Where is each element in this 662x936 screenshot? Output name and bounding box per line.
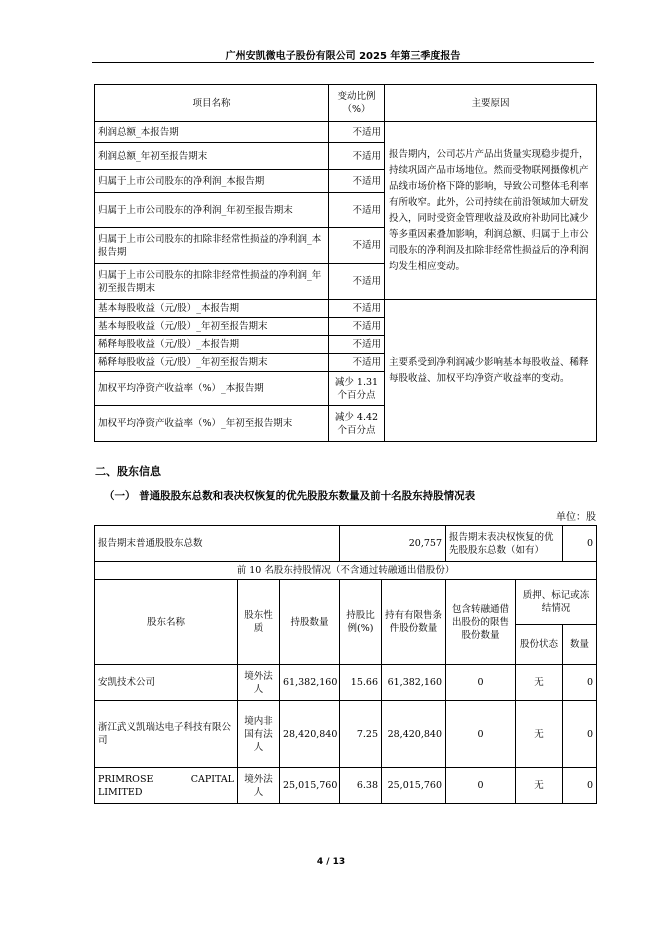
reason-profit: 报告期内，公司芯片产品出货量实现稳步提升，持续巩固产品市场地位。然而受物联网摄像机产品线市场价格下降的影响，导致公司整体毛利率有所收窄。此外，公司持续在前沿领域加大研发投入，同时受资金管理收益及政府补助同比减少等多重因素叠加影响，利润总额、归属于上市公司股东的净利润及扣除非经常性损益后的净利润均发生相应变动。 [385,122,597,300]
holder-qty: 0 [563,768,597,804]
holder-nature: 境内非国有法人 [238,701,280,768]
col-restricted: 持有有限售条件股份数量 [382,580,446,665]
holder-quantity: 61,382,160 [280,665,340,701]
item-cell: 归属于上市公司股东的扣除非经常性损益的净利润_本报告期 [95,228,329,264]
ratio-cell: 不适用 [329,300,385,318]
holder-qty: 0 [563,665,597,701]
col-lending: 包含转融通借出股份的限售股份数量 [446,580,516,665]
ratio-cell: 不适用 [329,318,385,336]
header-ratio: 变动比例（%） [329,85,385,122]
holder-name: PRIMROSE CAPITAL LIMITED [95,768,238,804]
col-pledge-qty: 数量 [563,625,597,665]
col-nature: 股东性质 [238,580,280,665]
col-pledge: 质押、标记或冻结情况 [516,580,597,625]
item-cell: 归属于上市公司股东的扣除非经常性损益的净利润_年初至报告期末 [95,264,329,300]
holder-restricted: 28,420,840 [382,701,446,768]
ratio-cell: 不适用 [329,170,385,193]
ratio-cell: 不适用 [329,354,385,372]
holder-qty: 0 [563,701,597,768]
holder-quantity: 28,420,840 [280,701,340,768]
holder-lending: 0 [446,768,516,804]
holder-lending: 0 [446,701,516,768]
holder-status: 无 [516,665,563,701]
header-reason: 主要原因 [385,85,597,122]
holder-ratio: 15.66 [340,665,382,701]
header-item: 项目名称 [95,85,329,122]
item-cell: 基本每股收益（元/股）_年初至报告期末 [95,318,329,336]
col-ratio: 持股比例(%) [340,580,382,665]
section-title: 二、股东信息 [95,465,161,478]
item-cell: 利润总额_年初至报告期末 [95,143,329,170]
holder-ratio: 6.38 [340,768,382,804]
pref-holders-value: 0 [563,526,597,562]
pref-holders-label: 报告期末表决权恢复的优先股股东总数（如有） [446,526,563,562]
shareholder-table [94,525,597,804]
item-cell: 归属于上市公司股东的净利润_年初至报告期末 [95,193,329,228]
holder-nature: 境外法人 [238,665,280,701]
change-reason-table [94,84,597,442]
holder-status: 无 [516,701,563,768]
item-cell: 基本每股收益（元/股）_本报告期 [95,300,329,318]
holder-nature: 境外法人 [238,768,280,804]
total-holders-label: 报告期末普通股股东总数 [95,526,340,562]
holder-status: 无 [516,768,563,804]
item-cell: 加权平均净资产收益率（%）_年初至报告期末 [95,406,329,442]
col-pledge-status: 股份状态 [516,625,563,665]
ratio-cell: 不适用 [329,193,385,228]
section-subtitle: （一） 普通股股东总数和表决权恢复的优先股股东数量及前十名股东持股情况表 [104,490,476,502]
ratio-cell: 不适用 [329,122,385,143]
ratio-cell: 不适用 [329,264,385,300]
item-cell: 加权平均净资产收益率（%）_本报告期 [95,372,329,406]
ratio-cell: 减少 1.31 个百分点 [329,372,385,406]
ratio-cell: 不适用 [329,143,385,170]
header-rule [92,62,594,63]
item-cell: 利润总额_本报告期 [95,122,329,143]
reason-eps: 主要系受到净利润减少影响基本每股收益、稀释每股收益、加权平均净资产收益率的变动。 [385,300,597,442]
holder-quantity: 25,015,760 [280,768,340,804]
item-cell: 稀释每股收益（元/股）_本报告期 [95,336,329,354]
ratio-cell: 减少 4.42 个百分点 [329,406,385,442]
holder-name: 安凯技术公司 [95,665,238,701]
total-holders-value: 20,757 [340,526,446,562]
holder-ratio: 7.25 [340,701,382,768]
page-number: 4 / 13 [316,857,346,867]
unit-label: 单位：股 [556,512,596,523]
col-quantity: 持股数量 [280,580,340,665]
holder-lending: 0 [446,665,516,701]
item-cell: 稀释每股收益（元/股）_年初至报告期末 [95,354,329,372]
ratio-cell: 不适用 [329,228,385,264]
holder-name: 浙江武义凯瑞达电子科技有限公司 [95,701,238,768]
holder-restricted: 61,382,160 [382,665,446,701]
page-header: 广州安凯微电子股份有限公司 2025 年第三季度报告 [225,51,461,62]
holder-restricted: 25,015,760 [382,768,446,804]
col-name: 股东名称 [95,580,238,665]
ratio-cell: 不适用 [329,336,385,354]
top10-caption: 前 10 名股东持股情况（不含通过转融通出借股份） [95,562,597,580]
item-cell: 归属于上市公司股东的净利润_本报告期 [95,170,329,193]
